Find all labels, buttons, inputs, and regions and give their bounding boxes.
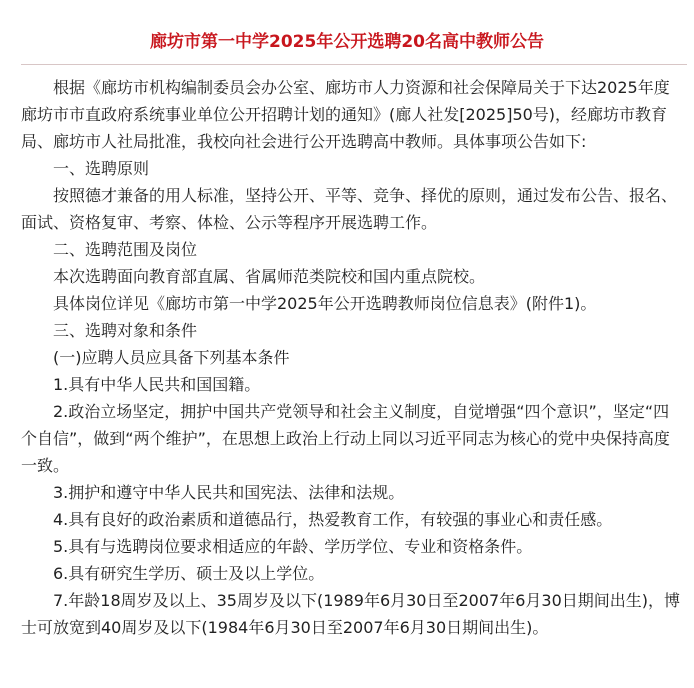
- subheading-basic-conditions: (一)应聘人员应具备下列基本条件: [53, 348, 290, 367]
- condition-item-1: 1.具有中华人民共和国国籍。: [53, 375, 261, 394]
- condition-item-6: 6.具有研究生学历、硕士及以上学位。: [53, 564, 325, 583]
- condition-item-2: 2.政治立场坚定，拥护中国共产党领导和社会主义制度，自觉增强“四个意识”，坚定“四个自信”，做到“两个维护”，在思想上政治上行动上同以习近平同志为核心的党中央保持高度一致。: [21, 402, 670, 475]
- condition-item-7: 7.年龄18周岁及以上、35周岁及以下(1989年6月30日至2007年6月30日期间出生)，博士可放宽到40周岁及以下(1984年6月30日至2007年6月30日期间出生)。: [21, 591, 680, 637]
- condition-item-4: 4.具有良好的政治素质和道德品行，热爱教育工作，有较强的事业心和责任感。: [53, 510, 613, 529]
- intro-paragraph: 根据《廊坊市机构编制委员会办公室、廊坊市人力资源和社会保障局关于下达2025年度廊坊市市直政府系统事业单位公开招聘计划的通知》(廊人社发[2025]50号)，经廊坊市教育局、廊坊市人社局批准，我校向社会进行公开选聘高中教师。具体事项公告如下:: [21, 78, 670, 151]
- condition-item-5: 5.具有与选聘岗位要求相适应的年龄、学历学位、专业和资格条件。: [53, 537, 533, 556]
- article-body: [21, 74, 681, 641]
- principle-paragraph: 按照德才兼备的用人标准，坚持公开、平等、竞争、择优的原则，通过发布公告、报名、面试、资格复审、考察、体检、公示等程序开展选聘工作。: [21, 186, 678, 232]
- title-divider: [21, 64, 687, 65]
- article-title: 廊坊市第一中学2025年公开选聘20名高中教师公告: [150, 32, 544, 52]
- section-heading-principle: 一、选聘原则: [53, 159, 150, 178]
- position-paragraph: 具体岗位详见《廊坊市第一中学2025年公开选聘教师岗位信息表》(附件1)。: [53, 294, 597, 313]
- section-heading-conditions: 三、选聘对象和条件: [53, 321, 198, 340]
- condition-item-3: 3.拥护和遵守中华人民共和国宪法、法律和法规。: [53, 483, 405, 502]
- section-heading-scope: 二、选聘范围及岗位: [53, 240, 198, 259]
- scope-paragraph: 本次选聘面向教育部直属、省属师范类院校和国内重点院校。: [53, 267, 486, 286]
